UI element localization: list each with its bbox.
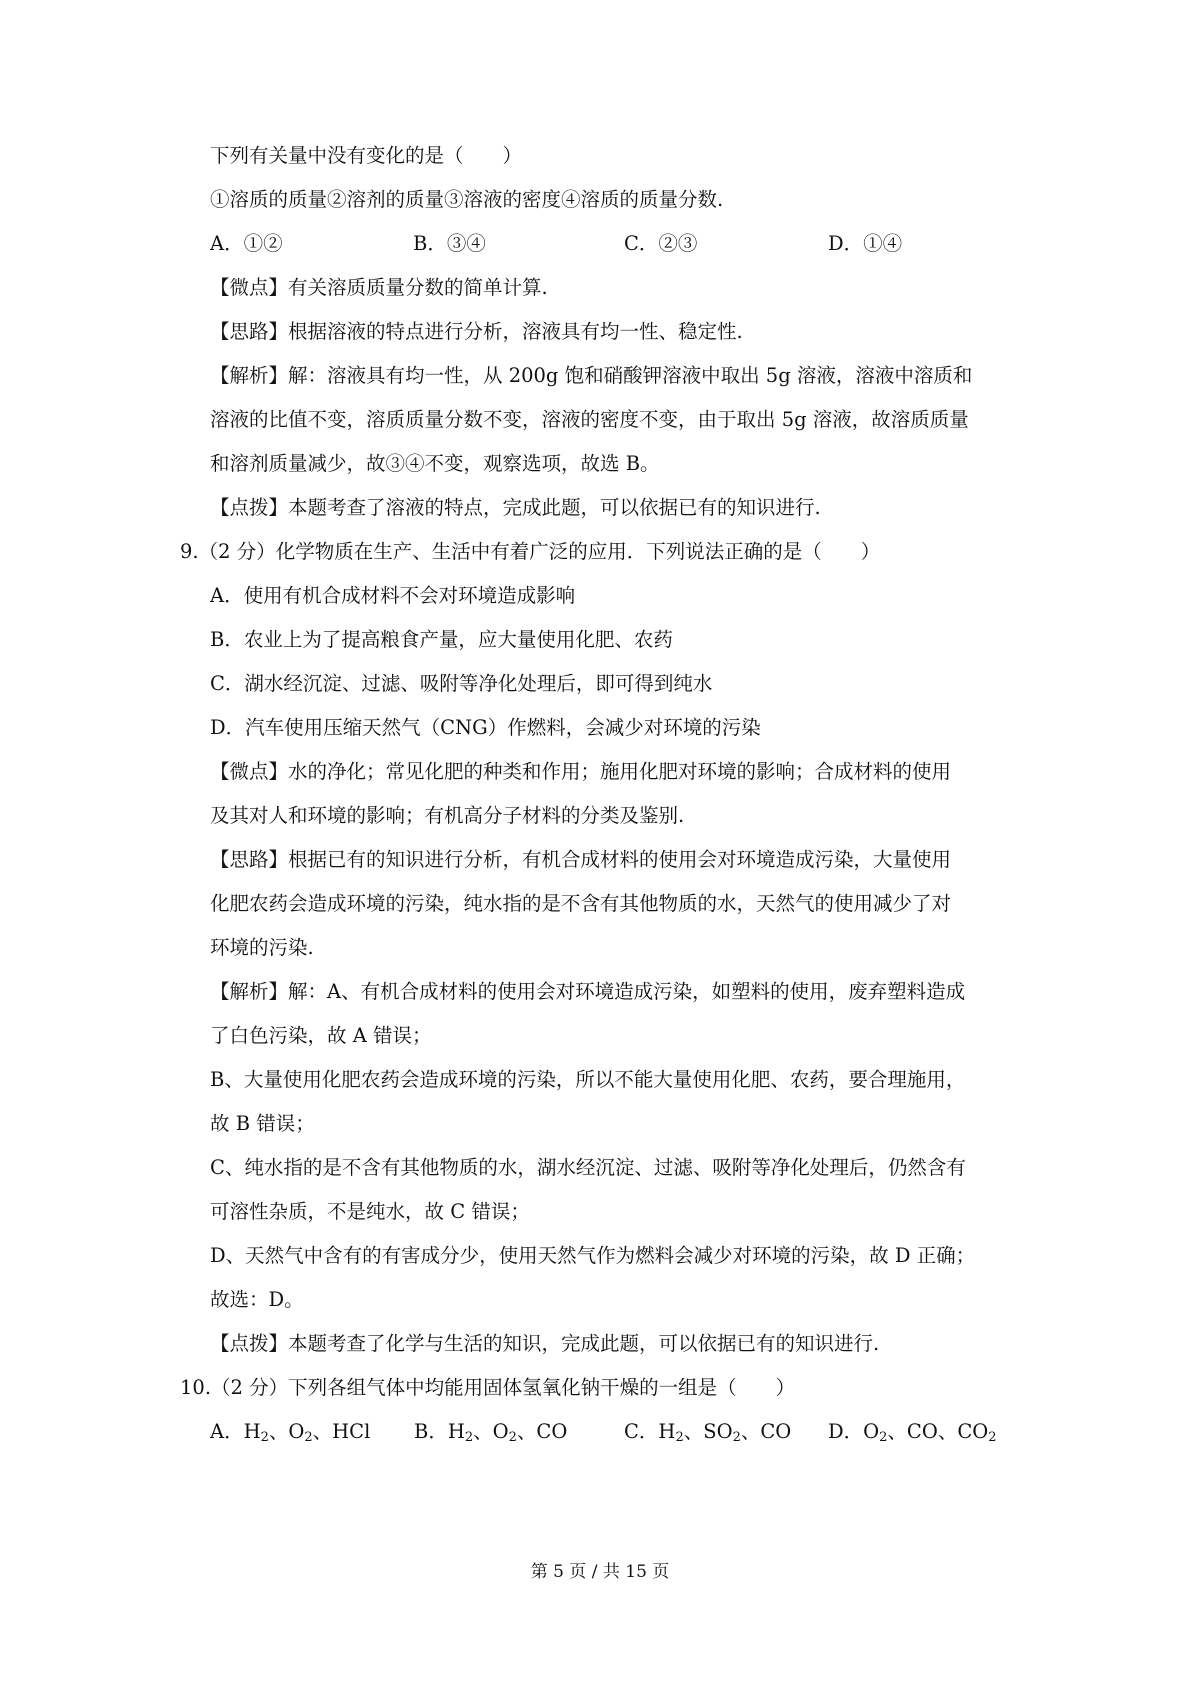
q9-comment: 【点拨】本题考查了化学与生活的知识，完成此题，可以依据已有的知识进行. xyxy=(210,1332,880,1355)
q9-analysis-line-7: D、天然气中含有的有害成分少，使用天然气作为燃料会减少对环境的污染，故 D 正确； xyxy=(210,1244,976,1267)
q9-key-point-line-2: 及其对人和环境的影响；有机高分子材料的分类及鉴别. xyxy=(210,804,685,827)
question-10-stem: 10.（2 分）下列各组气体中均能用固体氢氧化钠干燥的一组是（ ） xyxy=(180,1376,796,1399)
q10-option-c: C．$H_2$、$SO_2$、CO xyxy=(624,1420,792,1445)
option-c: C．②③ xyxy=(624,232,698,255)
q8-approach: 【思路】根据溶液的特点进行分析，溶液具有均一性、稳定性. xyxy=(210,320,743,343)
page-footer: 第 5 页 / 共 15 页 xyxy=(530,1562,670,1582)
q9-analysis-line-2: 了白色污染，故 A 错误； xyxy=(210,1024,432,1047)
q9-key-point-line-1: 【微点】水的净化；常见化肥的种类和作用；施用化肥对环境的影响；合成材料的使用 xyxy=(210,760,952,783)
q9-analysis-line-4: 故 B 错误； xyxy=(210,1112,315,1135)
q9-analysis-line-8: 故选：D。 xyxy=(210,1288,304,1311)
q8-key-point: 【微点】有关溶质质量分数的简单计算. xyxy=(210,276,548,299)
q8-analysis-line-3: 和溶剂质量减少，故③④不变，观察选项，故选 B。 xyxy=(210,452,660,475)
option-b: B．③④ xyxy=(413,232,486,255)
option-d: D．①④ xyxy=(828,232,903,255)
q9-analysis-line-3: B、大量使用化肥农药会造成环境的污染，所以不能大量使用化肥、农药，要合理施用， xyxy=(210,1068,966,1091)
option-a: A．①② xyxy=(210,232,283,255)
question-8-items: ①溶质的质量②溶剂的质量③溶液的密度④溶质的质量分数. xyxy=(210,188,724,211)
q9-option-b: B．农业上为了提高粮食产量，应大量使用化肥、农药 xyxy=(210,628,673,651)
q9-approach-line-3: 环境的污染. xyxy=(210,936,314,959)
q10-option-d: D．$O_2$、CO、$CO_2$ xyxy=(828,1420,997,1445)
q9-analysis-line-1: 【解析】解：A、有机合成材料的使用会对环境造成污染，如塑料的使用，废弃塑料造成 xyxy=(210,980,966,1003)
question-9-stem: 9.（2 分）化学物质在生产、生活中有着广泛的应用．下列说法正确的是（ ） xyxy=(180,540,881,563)
q10-option-b: B．$H_2$、$O_2$、CO xyxy=(414,1420,568,1445)
q9-option-d: D．汽车使用压缩天然气（CNG）作燃料，会减少对环境的污染 xyxy=(210,716,761,739)
q9-approach-line-2: 化肥农药会造成环境的污染，纯水指的是不含有其他物质的水，天然气的使用减少了对 xyxy=(210,892,952,915)
q8-analysis-line-2: 溶液的比值不变，溶质质量分数不变，溶液的密度不变，由于取出 5g 溶液，故溶质质量 xyxy=(210,408,969,431)
q10-option-a: A．$H_2$、$O_2$、HCl xyxy=(210,1420,371,1445)
q9-analysis-line-5: C、纯水指的是不含有其他物质的水，湖水经沉淀、过滤、吸附等净化处理后，仍然含有 xyxy=(210,1156,966,1179)
q9-analysis-line-6: 可溶性杂质，不是纯水，故 C 错误； xyxy=(210,1200,530,1223)
q9-option-c: C．湖水经沉淀、过滤、吸附等净化处理后，即可得到纯水 xyxy=(210,672,713,695)
q9-approach-line-1: 【思路】根据已有的知识进行分析，有机合成材料的使用会对环境造成污染，大量使用 xyxy=(210,848,952,871)
q8-comment: 【点拨】本题考查了溶液的特点，完成此题，可以依据已有的知识进行. xyxy=(210,496,821,519)
q8-analysis-line-1: 【解析】解：溶液具有均一性，从 200g 饱和硝酸钾溶液中取出 5g 溶液，溶液中溶质和 xyxy=(210,364,973,387)
question-8-stem: 下列有关量中没有变化的是（ ） xyxy=(210,144,523,167)
q9-option-a: A．使用有机合成材料不会对环境造成影响 xyxy=(210,584,576,607)
